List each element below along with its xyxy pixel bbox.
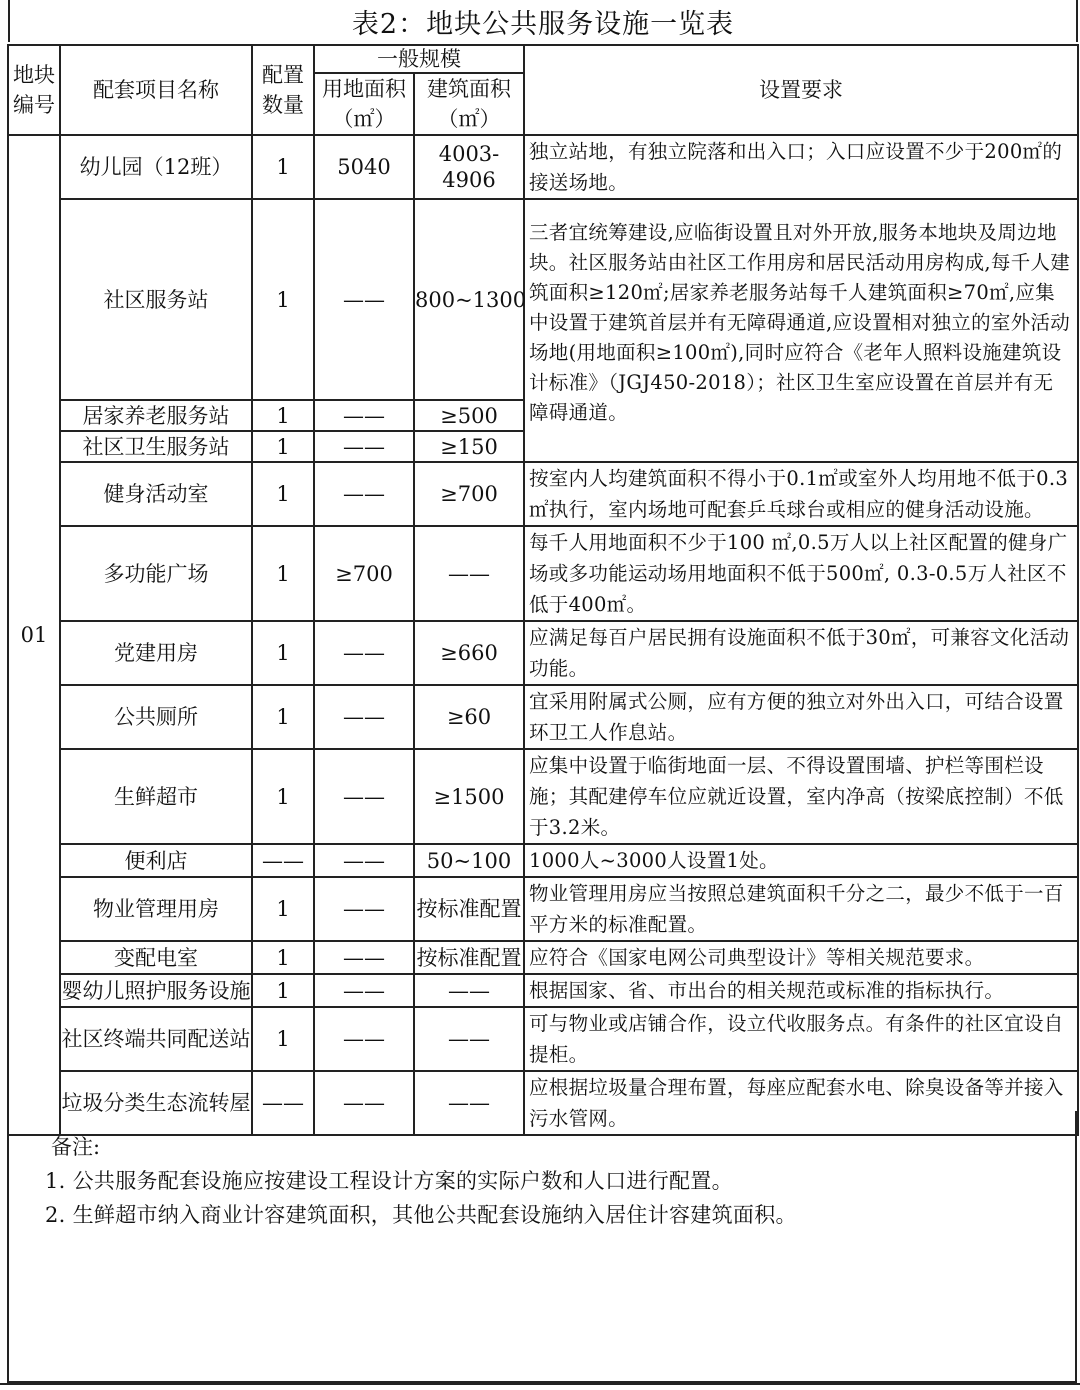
item-name-cell: 党建用房	[60, 621, 252, 685]
header-block-no: 地块编号	[8, 45, 60, 135]
header-item-name: 配套项目名称	[60, 45, 252, 135]
quantity-cell: 1	[252, 400, 314, 431]
header-quantity: 配置数量	[252, 45, 314, 135]
bottom-divider	[0, 1383, 1080, 1385]
quantity-cell: 1	[252, 526, 314, 621]
building-area-cell: ≥700	[414, 462, 524, 526]
quantity-cell: 1	[252, 877, 314, 941]
quantity-cell: 1	[252, 199, 314, 400]
item-name-cell: 健身活动室	[60, 462, 252, 526]
requirements-cell: 可与物业或店铺合作，设立代收服务点。有条件的社区宜设自提柜。	[524, 1007, 1078, 1071]
table-row	[8, 135, 1078, 199]
table-row	[8, 685, 1078, 749]
requirements-cell: 应集中设置于临街地面一层、不得设置围墙、护栏等围栏设施；其配建停车位应就近设置，室内净高（按梁底控制）不低于3.2米。	[524, 749, 1078, 844]
land-area-cell: ——	[314, 844, 414, 877]
table-row	[8, 526, 1078, 621]
requirements-cell: 应根据垃圾量合理布置，每座应配套水电、除臭设备等并接入污水管网。	[524, 1071, 1078, 1135]
item-name-cell: 婴幼儿照护服务设施	[60, 974, 252, 1007]
table-row	[8, 941, 1078, 974]
table-row	[8, 462, 1078, 526]
table-row	[8, 844, 1078, 877]
building-area-cell: ≥660	[414, 621, 524, 685]
quantity-cell: 1	[252, 621, 314, 685]
building-area-cell: ≥150	[414, 431, 524, 462]
item-name-cell: 幼儿园（12班）	[60, 135, 252, 199]
item-name-cell: 社区服务站	[60, 199, 252, 400]
notes-section	[7, 1111, 1077, 1383]
building-area-cell: ——	[414, 1007, 524, 1071]
quantity-cell: 1	[252, 941, 314, 974]
land-area-cell: ——	[314, 877, 414, 941]
building-area-cell: 4003-4906	[414, 135, 524, 199]
note-item: 1. 公共服务配套设施应按建设工程设计方案的实际户数和人口进行配置。	[45, 1169, 733, 1193]
building-area-cell: ≥60	[414, 685, 524, 749]
quantity-cell: 1	[252, 749, 314, 844]
item-name-cell: 社区终端共同配送站	[60, 1007, 252, 1071]
table-title-bar	[8, 0, 1078, 42]
quantity-cell: ——	[252, 1071, 314, 1135]
requirements-cell: 根据国家、省、市出台的相关规范或标准的指标执行。	[524, 974, 1078, 1007]
item-name-cell: 物业管理用房	[60, 877, 252, 941]
land-area-cell: ——	[314, 974, 414, 1007]
building-area-cell: ≥1500	[414, 749, 524, 844]
table-row	[8, 1007, 1078, 1071]
building-area-cell: ≥500	[414, 400, 524, 431]
building-area-cell: 按标准配置	[414, 941, 524, 974]
item-name-cell: 变配电室	[60, 941, 252, 974]
land-area-cell: ——	[314, 685, 414, 749]
quantity-cell: 1	[252, 974, 314, 1007]
table-row	[8, 974, 1078, 1007]
item-name-cell: 多功能广场	[60, 526, 252, 621]
requirements-cell: 宜采用附属式公厕，应有方便的独立对外出入口，可结合设置环卫工人作息站。	[524, 685, 1078, 749]
table-title: 表2：地块公共服务设施一览表	[351, 8, 735, 40]
requirements-cell: 物业管理用房应当按照总建筑面积千分之二，最少不低于一百平方米的标准配置。	[524, 877, 1078, 941]
land-area-cell: ——	[314, 462, 414, 526]
header-requirements: 设置要求	[524, 45, 1078, 135]
facilities-table	[7, 44, 1079, 1136]
quantity-cell: 1	[252, 1007, 314, 1071]
item-name-cell: 生鲜超市	[60, 749, 252, 844]
requirements-cell: 独立站地，有独立院落和出入口；入口应设置不少于200㎡的接送场地。	[524, 135, 1078, 199]
quantity-cell: 1	[252, 685, 314, 749]
land-area-cell: 5040	[314, 135, 414, 199]
building-area-cell: 50~100	[414, 844, 524, 877]
land-area-cell: ——	[314, 199, 414, 400]
requirements-cell: 应满足每百户居民拥有设施面积不低于30㎡，可兼容文化活动功能。	[524, 621, 1078, 685]
land-area-cell: ≥700	[314, 526, 414, 621]
table-row	[8, 749, 1078, 844]
requirements-cell: 每千人用地面积不少于100 ㎡,0.5万人以上社区配置的健身广场或多功能运动场用地面积不低于500㎡, 0.3-0.5万人社区不低于400㎡。	[524, 526, 1078, 621]
requirements-cell: 应符合《国家电网公司典型设计》等相关规范要求。	[524, 941, 1078, 974]
land-area-cell: ——	[314, 431, 414, 462]
notes-label: 备注:	[51, 1135, 101, 1159]
item-name-cell: 垃圾分类生态流转屋	[60, 1071, 252, 1135]
item-name-cell: 公共厕所	[60, 685, 252, 749]
header-land-area: 用地面积 （㎡）	[314, 73, 414, 135]
item-name-cell: 便利店	[60, 844, 252, 877]
requirements-cell: 三者宜统筹建设,应临街设置且对外开放,服务本地块及周边地块。社区服务站由社区工作用房和居民活动用房构成,每千人建筑面积≥120㎡;居家养老服务站每千人建筑面积≥70㎡,应集中设置于建筑首层并有无障碍通道,应设置相对独立的室外活动场地(用地面积≥100㎡),同时应符合《老年人照料设施建筑设计标准》（JGJ450-2018）；社区卫生室应设置在首层并有无障碍通道。	[524, 199, 1078, 462]
land-area-cell: ——	[314, 400, 414, 431]
building-area-cell: ——	[414, 974, 524, 1007]
table-row	[8, 877, 1078, 941]
header-general-scale: 一般规模	[314, 45, 524, 73]
block-number-cell: 01	[8, 135, 60, 1135]
table-row	[8, 199, 1078, 400]
table-row	[8, 621, 1078, 685]
land-area-cell: ——	[314, 1071, 414, 1135]
building-area-cell: 800~1300	[414, 199, 524, 400]
quantity-cell: 1	[252, 135, 314, 199]
building-area-cell: ——	[414, 1071, 524, 1135]
requirements-cell: 按室内人均建筑面积不得小于0.1㎡或室外人均用地不低于0.3㎡执行，室内场地可配套乒乓球台或相应的健身活动设施。	[524, 462, 1078, 526]
building-area-cell: ——	[414, 526, 524, 621]
quantity-cell: 1	[252, 431, 314, 462]
quantity-cell: ——	[252, 844, 314, 877]
note-item: 2. 生鲜超市纳入商业计容建筑面积，其他公共配套设施纳入居住计容建筑面积。	[45, 1203, 797, 1227]
item-name-cell: 居家养老服务站	[60, 400, 252, 431]
land-area-cell: ——	[314, 941, 414, 974]
land-area-cell: ——	[314, 621, 414, 685]
building-area-cell: 按标准配置	[414, 877, 524, 941]
quantity-cell: 1	[252, 462, 314, 526]
item-name-cell: 社区卫生服务站	[60, 431, 252, 462]
requirements-cell: 1000人~3000人设置1处。	[524, 844, 1078, 877]
land-area-cell: ——	[314, 749, 414, 844]
header-building-area: 建筑面积 （㎡）	[414, 73, 524, 135]
land-area-cell: ——	[314, 1007, 414, 1071]
